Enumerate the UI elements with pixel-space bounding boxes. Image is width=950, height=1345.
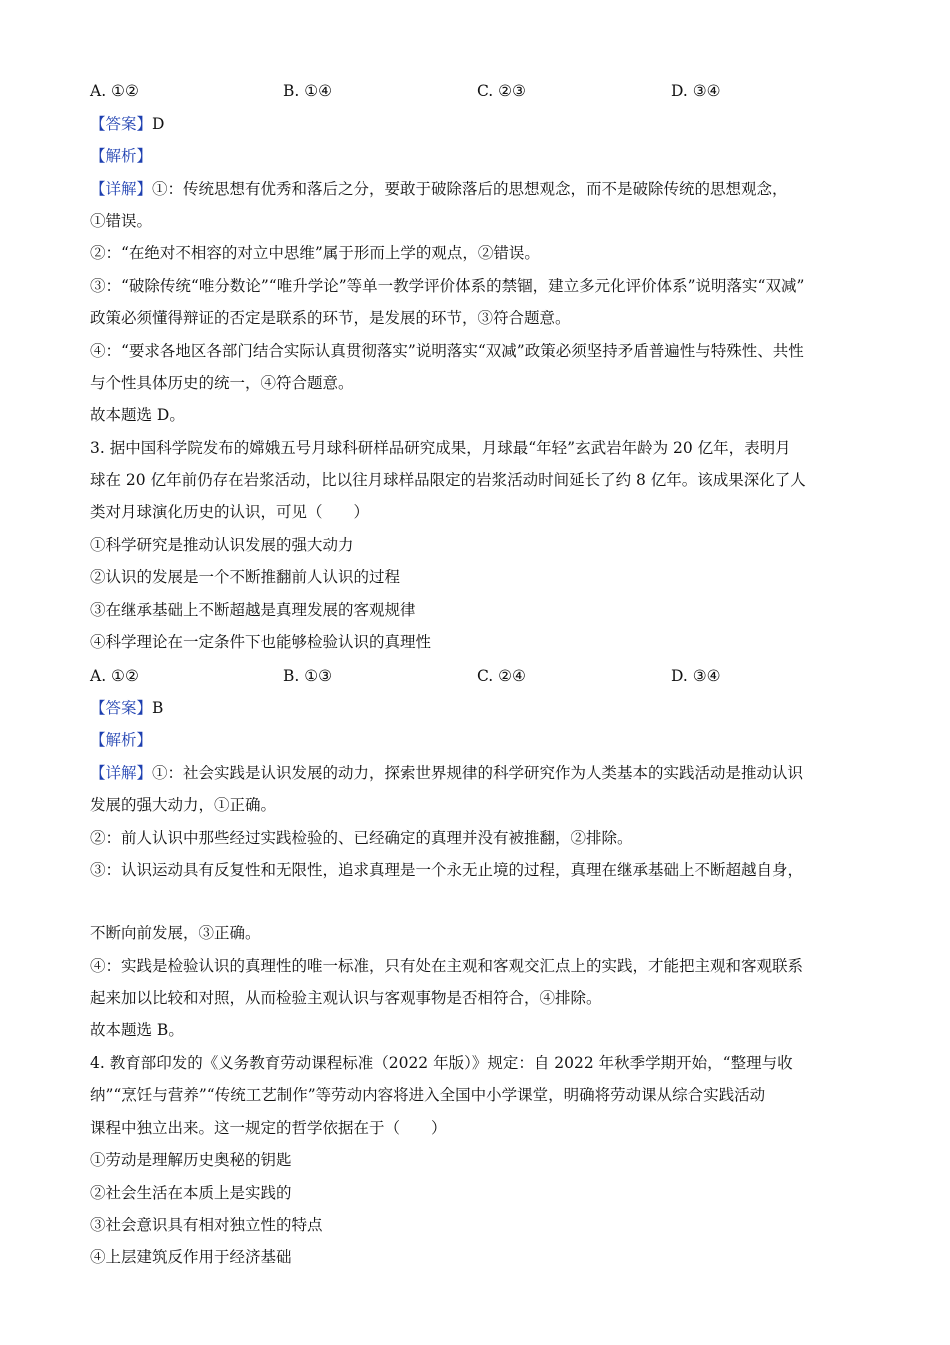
q3-option-b[interactable]: B. ①③	[283, 667, 333, 685]
q2-detail-line: 【详解】①：传统思想有优秀和落后之分，要敢于破除落后的思想观念，而不是破除传统的思想观念，	[90, 180, 788, 198]
q3-detail-line: ③：认识运动具有反复性和无限性，追求真理是一个永无止境的过程，真理在继承基础上不断超越自身，	[90, 861, 804, 879]
q3-answer-value: B	[152, 699, 164, 717]
q2-conclusion: 故本题选 D。	[90, 406, 185, 424]
q2-detail-line: ②：“在绝对不相容的对立中思维”属于形而上学的观点，②错误。	[90, 244, 540, 262]
q2-option-a[interactable]: A. ①②	[90, 82, 139, 100]
q4-statement: ①劳动是理解历史奥秘的钥匙	[90, 1151, 292, 1169]
q2-detail-line: ③：“破除传统“唯分数论”“唯升学论”等单一教学评价体系的禁锢，建立多元化评价体系”说明落实“双减”	[90, 277, 805, 295]
q3-stem-line: 类对月球演化历史的认识，可见（ ）	[90, 503, 370, 521]
q3-option-c[interactable]: C. ②④	[477, 667, 526, 685]
q2-detail-line: 与个性具体历史的统一，④符合题意。	[90, 374, 354, 392]
detail-label: 【详解】	[90, 180, 153, 198]
q2-detail-line: ④：“要求各地区各部门结合实际认真贯彻落实”说明落实“双减”政策必须坚持矛盾普遍性与特殊性、共性	[90, 342, 804, 360]
q4-statement: ③社会意识具有相对独立性的特点	[90, 1216, 323, 1234]
q2-option-d[interactable]: D. ③④	[671, 82, 721, 100]
q2-detail-line: 政策必须懂得辩证的否定是联系的环节，是发展的环节，③符合题意。	[90, 309, 571, 327]
q3-detail-line: 发展的强大动力，①正确。	[90, 796, 277, 814]
q3-stem-line: 3. 据中国科学院发布的嫦娥五号月球科研样品研究成果，月球最“年轻”玄武岩年龄为 20 亿年，表明月	[90, 439, 791, 457]
q3-option-d[interactable]: D. ③④	[671, 667, 721, 685]
q3-detail-line: 起来加以比较和对照，从而检验主观认识与客观事物是否相符合，④排除。	[90, 989, 602, 1007]
q4-stem-line: 4. 教育部印发的《义务教育劳动课程标准（2022 年版）》规定：自 2022 年秋季学期开始，“整理与收	[90, 1054, 793, 1072]
q2-answer	[90, 113, 870, 135]
q3-options	[90, 665, 870, 687]
q4-statement: ②社会生活在本质上是实践的	[90, 1184, 292, 1202]
q3-option-a[interactable]: A. ①②	[90, 667, 139, 685]
q2-analysis-label: 【解析】	[90, 147, 153, 165]
answer-label: 【答案】	[90, 115, 153, 133]
q2-options	[90, 80, 870, 102]
q4-stem-line: 课程中独立出来。这一规定的哲学依据在于（ ）	[90, 1119, 447, 1137]
q3-statement: ①科学研究是推动认识发展的强大动力	[90, 536, 354, 554]
q3-detail-line: ④：实践是检验认识的真理性的唯一标准，只有处在主观和客观交汇点上的实践，才能把主观和客观联系	[90, 957, 804, 975]
q3-detail-line: 【详解】①：社会实践是认识发展的动力，探索世界规律的科学研究作为人类基本的实践活动是推动认识	[90, 764, 804, 782]
q4-stem-line: 纳”“烹饪与营养”“传统工艺制作”等劳动内容将进入全国中小学课堂，明确将劳动课从综合实践活动	[90, 1086, 766, 1104]
q3-detail-line: ②：前人认识中那些经过实践检验的、已经确定的真理并没有被推翻，②排除。	[90, 829, 633, 847]
q3-analysis-label: 【解析】	[90, 731, 153, 749]
q3-stem-line: 球在 20 亿年前仍存在岩浆活动，比以往月球样品限定的岩浆活动时间延长了约 8 亿年。该成果深化了人	[90, 471, 806, 489]
q3-detail-line: 不断向前发展，③正确。	[90, 924, 261, 942]
q3-statement: ④科学理论在一定条件下也能够检验认识的真理性	[90, 633, 432, 651]
q3-statement: ②认识的发展是一个不断推翻前人认识的过程	[90, 568, 401, 586]
q3-conclusion: 故本题选 B。	[90, 1021, 184, 1039]
q4-statement: ④上层建筑反作用于经济基础	[90, 1248, 292, 1266]
q3-statement: ③在继承基础上不断超越是真理发展的客观规律	[90, 601, 416, 619]
q2-detail-line: ①错误。	[90, 212, 153, 230]
q2-answer-value: D	[152, 115, 165, 133]
q2-option-b[interactable]: B. ①④	[283, 82, 333, 100]
q3-answer: 【答案】B	[90, 699, 164, 717]
q2-option-c[interactable]: C. ②③	[477, 82, 526, 100]
